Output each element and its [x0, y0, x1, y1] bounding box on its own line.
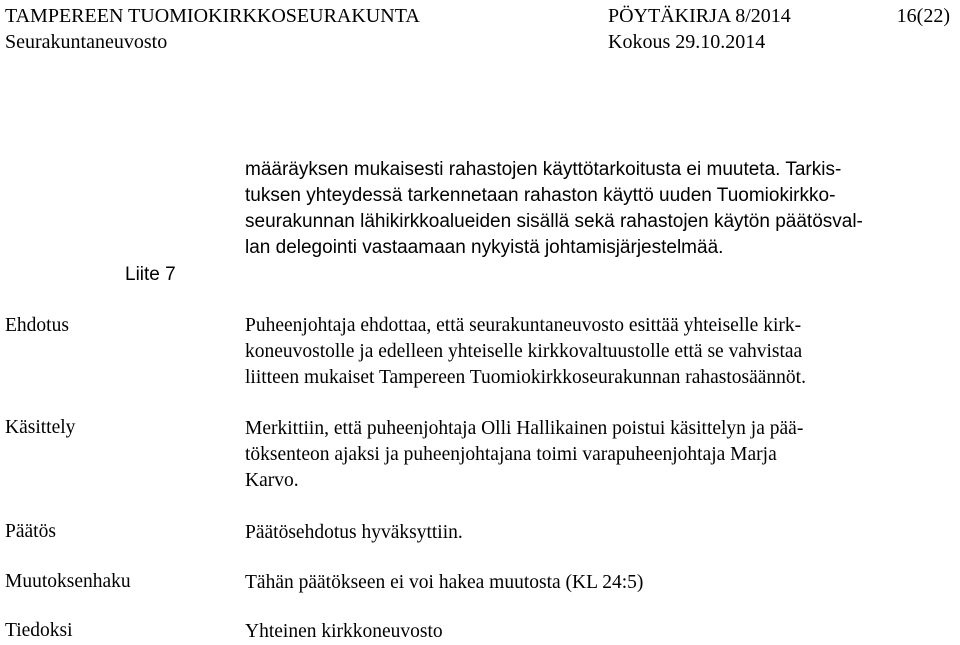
- ehdotus-line: liitteen mukaiset Tampereen Tuomiokirkkoseurakunnan rahastosäännöt.: [245, 367, 806, 388]
- intro-line: seurakunnan lähikirkkoalueiden sisällä sekä rahastojen käytön päätösval-: [245, 211, 863, 232]
- attachment-label: Liite 7: [125, 264, 176, 285]
- intro-paragraph: [245, 157, 945, 261]
- header-meeting: Kokous 29.10.2014: [608, 31, 766, 53]
- header-body: Seurakuntaneuvosto: [5, 31, 168, 53]
- intro-line: lan delegointi vastaamaan nykyistä johtamisjärjestelmää.: [245, 237, 724, 258]
- ehdotus-line: Puheenjohtaja ehdottaa, että seurakuntaneuvosto esittää yhteiselle kirk-: [245, 315, 802, 336]
- ehdotus-line: koneuvostolle ja edelleen yhteiselle kirkkovaltuustolle että se vahvistaa: [245, 341, 803, 362]
- section-label-ehdotus: Ehdotus: [5, 315, 69, 336]
- section-label-muutoksenhaku: Muutoksenhaku: [5, 571, 131, 592]
- kasittely-line: Karvo.: [245, 470, 299, 491]
- header-org: TAMPEREEN TUOMIOKIRKKOSEURAKUNTA: [5, 5, 420, 27]
- section-text-muutoksenhaku: Tähän päätökseen ei voi hakea muutosta (KL 24:5): [245, 572, 644, 593]
- section-text-kasittely: [245, 416, 945, 494]
- section-label-kasittely: Käsittely: [5, 417, 76, 438]
- intro-line: tuksen yhteydessä tarkennetaan rahaston käyttö uuden Tuomiokirkko-: [245, 185, 836, 206]
- section-text-ehdotus: [245, 313, 945, 391]
- section-label-tiedoksi: Tiedoksi: [5, 620, 73, 641]
- section-label-paatos: Päätös: [5, 521, 56, 542]
- header-page-number: 16(22): [896, 5, 950, 27]
- intro-line: määräyksen mukaisesti rahastojen käyttötarkoitusta ei muuteta. Tarkis-: [245, 159, 842, 180]
- header-document: PÖYTÄKIRJA 8/2014: [608, 5, 791, 27]
- section-text-tiedoksi: Yhteinen kirkkoneuvosto: [245, 621, 443, 642]
- kasittely-line: Merkittiin, että puheenjohtaja Olli Hallikainen poistui käsittelyn ja pää-: [245, 418, 804, 439]
- kasittely-line: töksenteon ajaksi ja puheenjohtajana toimi varapuheenjohtaja Marja: [245, 444, 777, 465]
- section-text-paatos: Päätösehdotus hyväksyttiin.: [245, 522, 463, 543]
